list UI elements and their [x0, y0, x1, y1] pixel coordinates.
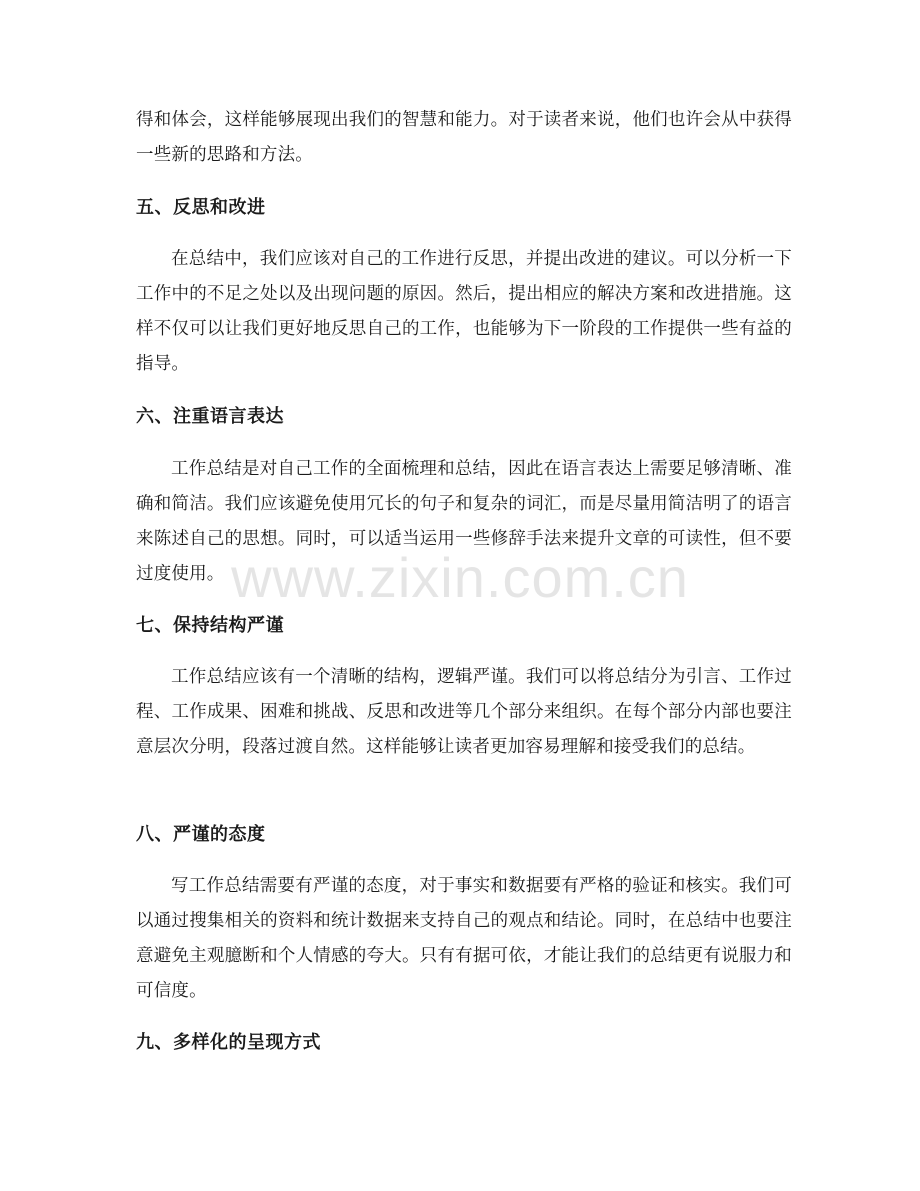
section-body-8: 写工作总结需要有严谨的态度，对于事实和数据要有严格的验证和核实。我们可以通过搜集相关的资料和统计数据来支持自己的观点和结论。同时，在总结中也要注意避免主观臆断和个人情感的夸大。只有有据可依，才能让我们的总结更有说服力和可信度。 — [136, 876, 792, 1001]
section-heading-8: 八、严谨的态度 — [136, 824, 266, 845]
section-body-6: 工作总结是对自己工作的全面梳理和总结，因此在语言表达上需要足够清晰、准确和简洁。我们应该避免使用冗长的句子和复杂的词汇，而是尽量用简洁明了的语言来陈述自己的思想。同时，可以适当运用一些修辞手法来提升文章的可读性，但不要过度使用。 — [136, 459, 792, 584]
watermark: www.zixin.com.cn — [231, 546, 689, 609]
section-heading-5: 五、反思和改进 — [136, 197, 266, 218]
section-heading-7: 七、保持结构严谨 — [136, 615, 284, 636]
section-heading-9: 九、多样化的呈现方式 — [136, 1032, 321, 1053]
section-heading-6: 六、注重语言表达 — [136, 406, 284, 427]
section-body-5: 在总结中，我们应该对自己的工作进行反思，并提出改进的建议。可以分析一下工作中的不足之处以及出现问题的原因。然后，提出相应的解决方案和改进措施。这样不仅可以让我们更好地反思自己的工作，也能够为下一阶段的工作提供一些有益的指导。 — [136, 249, 792, 374]
section-body-7: 工作总结应该有一个清晰的结构，逻辑严谨。我们可以将总结分为引言、工作过程、工作成果、困难和挑战、反思和改进等几个部分来组织。在每个部分内部也要注意层次分明，段落过渡自然。这样能够让读者更加容易理解和接受我们的总结。 — [136, 667, 792, 757]
intro-paragraph: 得和体会，这样能够展现出我们的智慧和能力。对于读者来说，他们也许会从中获得一些新的思路和方法。 — [136, 110, 792, 165]
